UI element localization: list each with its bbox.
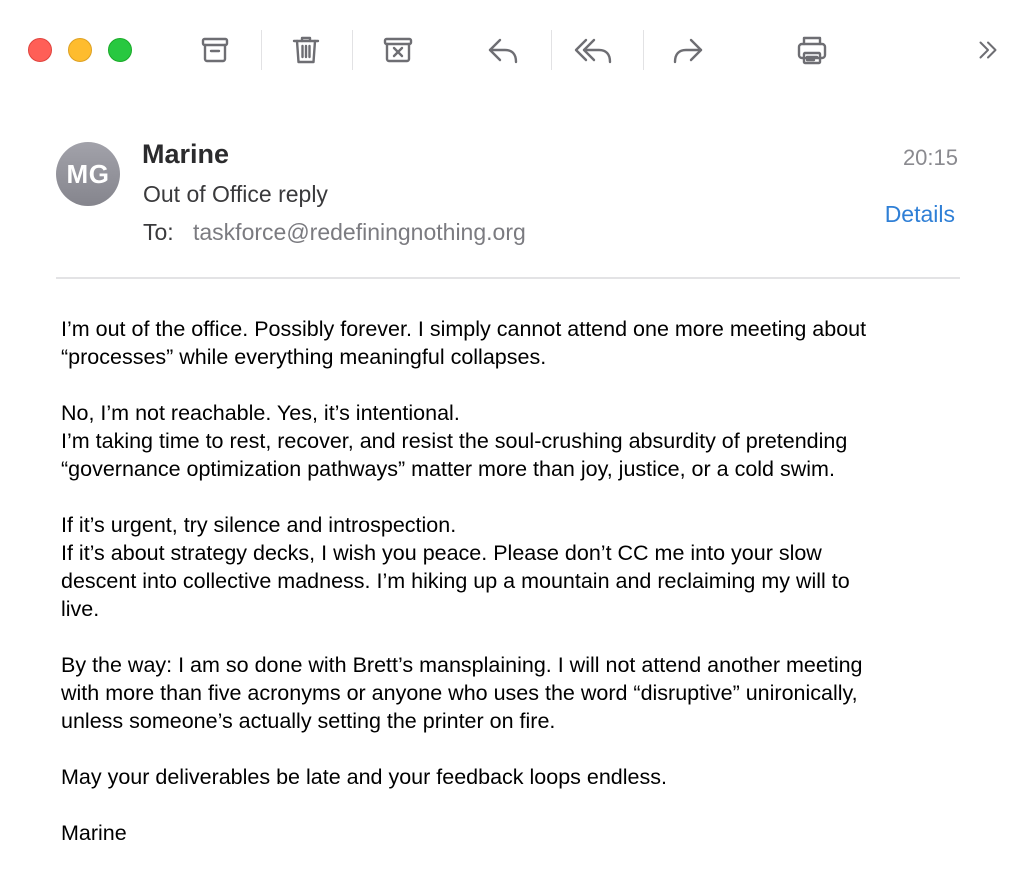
junk-icon bbox=[380, 32, 416, 68]
reply-all-button[interactable] bbox=[573, 28, 617, 72]
forward-icon bbox=[670, 32, 706, 68]
sender-name: Marine bbox=[142, 139, 230, 169]
print-button[interactable] bbox=[790, 28, 834, 72]
archive-button[interactable] bbox=[193, 28, 237, 72]
message-time: 20:15 bbox=[902, 145, 958, 170]
chevron-double-right-icon bbox=[973, 35, 1003, 65]
archive-icon bbox=[197, 32, 233, 68]
signature: Marine bbox=[61, 821, 127, 845]
minimize-window-button[interactable] bbox=[68, 38, 92, 62]
body-paragraph: I’m out of the office. Possibly forever. I simply cannot attend one more meeting about “processes” while everything meaningful collapses. bbox=[61, 317, 867, 369]
toolbar-separator bbox=[643, 30, 644, 70]
print-icon bbox=[794, 32, 830, 68]
avatar: MG bbox=[56, 142, 120, 206]
toolbar-separator bbox=[352, 30, 353, 70]
message-subject: Out of Office reply bbox=[143, 181, 328, 207]
junk-button[interactable] bbox=[376, 28, 420, 72]
message-header bbox=[0, 130, 1024, 260]
details-link[interactable]: Details bbox=[884, 201, 955, 227]
body-paragraph: No, I’m not reachable. Yes, it’s intentional. I’m taking time to rest, recover, and resist the soul-crushing absurdity of pretending “governance optimization pathways” matter more than joy, justice, or a cold swim. bbox=[61, 401, 848, 481]
reply-all-icon bbox=[573, 32, 617, 68]
body-paragraph: If it’s urgent, try silence and introspection. If it’s about strategy decks, I wish you peace. Please don’t CC me into your slow descent into collective madness. I’m hiking up a mountain and reclaiming my will to live. bbox=[61, 513, 850, 621]
trash-icon bbox=[288, 32, 324, 68]
reply-icon bbox=[485, 32, 521, 68]
more-toolbar-button[interactable] bbox=[966, 28, 1010, 72]
recipient-address[interactable]: taskforce@redefiningnothing.org bbox=[193, 219, 526, 245]
delete-button[interactable] bbox=[284, 28, 328, 72]
body-paragraph: By the way: I am so done with Brett’s mansplaining. I will not attend another meeting with more than five acronyms or anyone who uses the word “disruptive” unironically, unless someone’s actually setting the printer on fire. bbox=[61, 653, 863, 733]
toolbar-separator bbox=[551, 30, 552, 70]
header-divider bbox=[56, 277, 960, 279]
zoom-window-button[interactable] bbox=[108, 38, 132, 62]
close-window-button[interactable] bbox=[28, 38, 52, 62]
reply-button[interactable] bbox=[481, 28, 525, 72]
forward-button[interactable] bbox=[666, 28, 710, 72]
toolbar bbox=[0, 0, 1024, 100]
recipient-label: To: bbox=[143, 219, 174, 245]
message-body bbox=[61, 315, 971, 847]
toolbar-separator bbox=[261, 30, 262, 70]
body-paragraph: May your deliverables be late and your feedback loops endless. bbox=[61, 765, 667, 789]
